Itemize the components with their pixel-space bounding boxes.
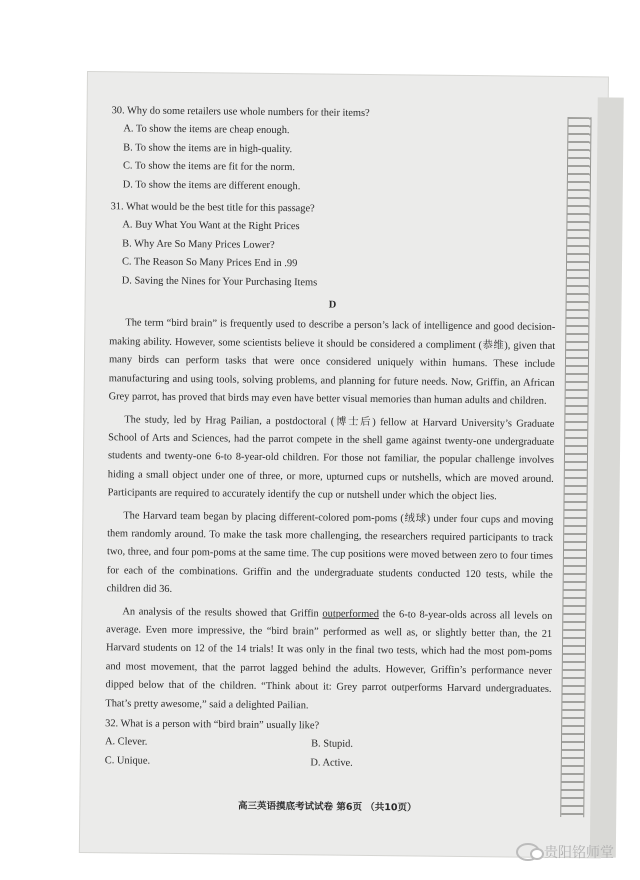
question-30-option-b: B. To show the items are in high-quality. bbox=[123, 142, 293, 155]
question-32-option-c: C. Unique. bbox=[104, 755, 151, 767]
wechat-icon bbox=[516, 843, 540, 861]
page-footer: 高三英语摸底考试试卷 第6页 （共10页） bbox=[238, 800, 417, 814]
watermark bbox=[516, 842, 614, 862]
question-30-stem: 30. Why do some retailers use whole numbers for their items? bbox=[111, 105, 370, 119]
question-30-option-c: C. To show the items are fit for the norm. bbox=[122, 160, 296, 174]
underlined-word: outperformed bbox=[322, 608, 380, 620]
exam-paper-sheet bbox=[80, 72, 608, 857]
binding-spiral bbox=[560, 117, 591, 817]
question-32-option-a: A. Clever. bbox=[104, 736, 148, 749]
question-31-option-b: B. Why Are So Many Prices Lower? bbox=[122, 238, 275, 251]
passage-paragraph-1: The term “bird brain” is frequently used to describe a person’s lack of intelligence and good decision-making ability. However, some scientists believe it should be considered a compliment (恭维), given that many birds can perform tasks that were once considered uniquely within humans. These include manufacturing and using tools, solving problems, and planning for future needs. Now, Griffin, an African Grey parrot, has proved that birds may even have better visual memories than human adults and children. bbox=[108, 317, 556, 407]
paragraph-4-text-after: the 6-to 8-year-olds across all levels on average. Even more impressive, the “bird brain” performed as well as, or slightly better than, the 21 Harvard students on 12 of the 14 trials! It was only in the final two tests, which had the most pom-poms and most movement, that the parrot lagged behind the adults. However, Griffin’s performance never dipped below that of the children. “Think about it: Grey parrot outperforms Harvard undergraduates. That’s pretty awesome,” said a delighted Pailian. bbox=[105, 608, 553, 711]
question-30-option-a: A. To show the items are cheap enough. bbox=[123, 123, 290, 137]
passage-paragraph-4 bbox=[105, 603, 552, 718]
section-label: D bbox=[328, 299, 337, 311]
question-31-option-a: A. Buy What You Want at the Right Prices bbox=[122, 219, 300, 233]
watermark-text: 贵阳铭师堂 bbox=[544, 845, 614, 861]
question-32-option-d: D. Active. bbox=[310, 757, 353, 769]
question-31-option-d: D. Saving the Nines for Your Purchasing Items bbox=[121, 275, 318, 289]
paragraph-4-text-before: An analysis of the results showed that Griffin bbox=[122, 605, 323, 620]
question-30-option-d: D. To show the items are different enough. bbox=[122, 178, 301, 192]
passage-paragraph-3: The Harvard team began by placing different-colored pom-poms (绒球) under four cups and moving them randomly around. To make the task more challenging, the researchers required participants to track two, three, and four pom-poms at the same time. The cup positions were moved between zero to four times for each of the combinations. Griffin and the undergraduate students conducted 120 tests, while the children did 36. bbox=[106, 509, 554, 596]
question-32-options-row-2 bbox=[105, 752, 353, 773]
exam-content bbox=[104, 102, 558, 814]
question-32-stem: 32. What is a person with “bird brain” usually like? bbox=[105, 718, 320, 732]
question-31-stem: 31. What would be the best title for this passage? bbox=[110, 201, 315, 215]
question-32-option-b: B. Stupid. bbox=[311, 738, 354, 751]
paper-edge-shadow bbox=[590, 97, 624, 857]
question-31-option-c: C. The Reason So Many Prices End in .99 bbox=[121, 256, 298, 270]
passage-paragraph-2: The study, led by Hrag Pailian, a postdoctoral (博士后) fellow at Harvard University’s Graduate School of Arts and Sciences, had the parrot compete in the shell game against twenty-one undergraduate students and twenty-one 6-to 8-year-old children. For those not familiar, the popular challenge involves hiding a small object under one of three, or more, upturned cups or nutshells, which are moved around. Participants are required to accurately identify the cup or nutshell under which the object lies. bbox=[107, 413, 555, 503]
